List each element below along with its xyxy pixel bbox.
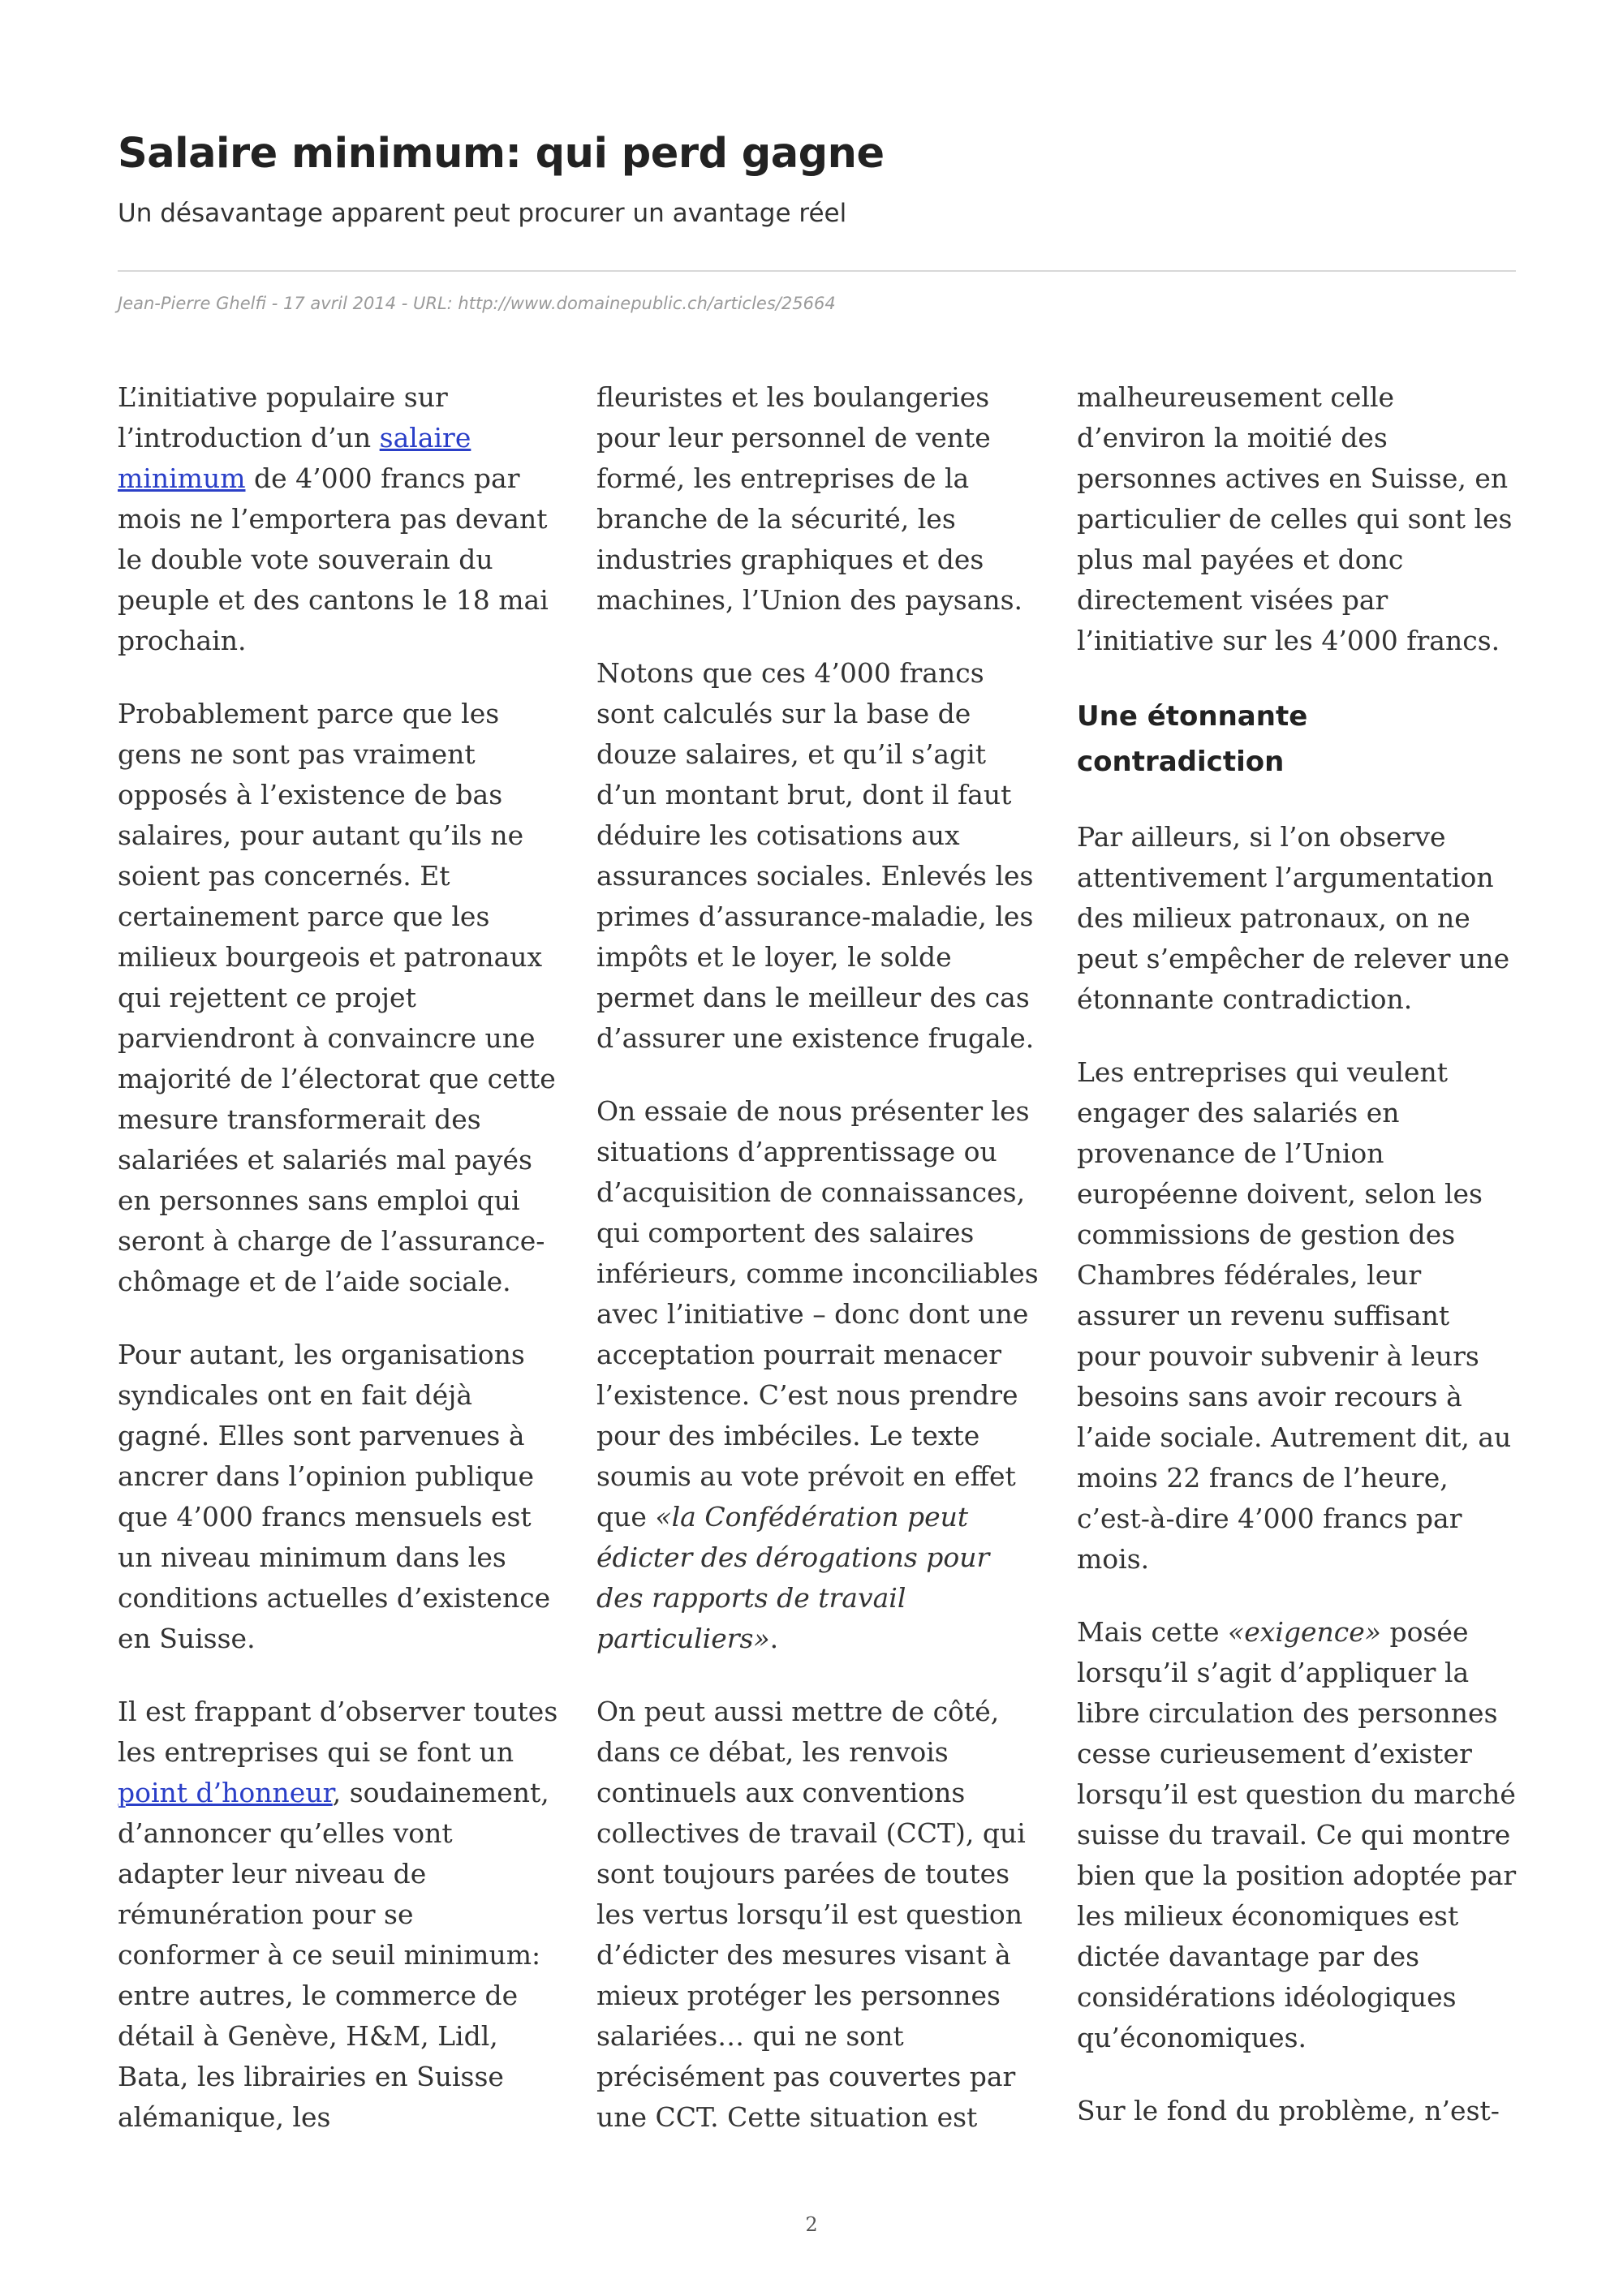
- point-d-honneur-link[interactable]: point d’honneur: [118, 1777, 333, 1808]
- text-column-2: [596, 377, 1039, 2170]
- section-heading: Une étonnante contradiction: [1077, 700, 1308, 778]
- article-title: Salaire minimum: qui perd gagne: [118, 130, 885, 178]
- article-subtitle: Un désavantage apparent peut procurer un avantage réel: [118, 199, 847, 228]
- paragraph: Par ailleurs, si l’on observe attentivement l’argumentation des milieux patronaux, on ne peut s’empêcher de relever une étonnante contradiction.: [1077, 821, 1510, 1015]
- header-divider: [118, 270, 1516, 272]
- paragraph: On peut aussi mettre de côté, dans ce débat, les renvois continuels aux conventions collectives de travail (CCT), qui sont toujours parées de toutes les vertus lorsqu’il est question d’édicter des mesures visant à mieux protéger les personnes salariées… qui ne sont précisément pas couvertes par une CCT. Cette situation est: [596, 1696, 1026, 2133]
- paragraph: malheureusement celle d’environ la moitié des personnes actives en Suisse, en particulier de celles qui sont les plus mal payées et donc directement visées par l’initiative sur les 4’000 francs.: [1077, 381, 1513, 656]
- quotation: «la Confédération peut édicter des dérogations pour des rapports de travail particuliers»: [596, 1501, 990, 1654]
- paragraph: fleuristes et les boulangeries pour leur personnel de vente formé, les entreprises de la branche de la sécurité, les industries graphiques et des machines, l’Union des paysans.: [596, 381, 1023, 616]
- paragraph: Sur le fond du problème, n’est-: [1077, 2095, 1500, 2126]
- paragraph: Il est frappant d’observer toutes les entreprises qui se font un point d’honneur, soudainement, d’annoncer qu’elles vont adapter leur niveau de rémunération pour se conformer à ce seuil minimum: entre autres, le commerce de détail à Genève, H&M, Lidl, Bata, les librairies en Suisse alémanique, les: [118, 1696, 558, 2133]
- paragraph: Probablement parce que les gens ne sont pas vraiment opposés à l’existence de bas salaires, pour autant qu’ils ne soient pas concernés. Et certainement parce que les milieux bourgeois et patronaux qui rejettent ce projet parviendront à convaincre une majorité de l’électorat que cette mesure transformerait des salariées et salariés mal payés en personnes sans emploi qui seront à charge de l’assurance-chômage et de l’aide sociale.: [118, 698, 556, 1297]
- salaire-minimum-link[interactable]: salaire minimum: [118, 422, 471, 494]
- paragraph: L’initiative populaire sur l’introduction d’un salaire minimum de 4’000 francs par mois ne l’emportera pas devant le double vote souverain du peuple et des cantons le 18 mai prochain.: [118, 381, 549, 656]
- paragraph: Pour autant, les organisations syndicales ont en fait déjà gagné. Elles sont parvenues à ancrer dans l’opinion publique que 4’000 francs mensuels est un niveau minimum dans les conditions actuelles d’existence en Suisse.: [118, 1339, 551, 1654]
- paragraph: On essaie de nous présenter les situations d’apprentissage ou d’acquisition de connaissances, qui comportent des salaires inférieurs, comme inconciliables avec l’initiative – donc dont une acceptation pourrait menacer l’existence. C’est nous prendre pour des imbéciles. Le texte soumis au vote prévoit en effet que «la Confédération peut édicter des dérogations pour des rapports de travail particuliers».: [596, 1095, 1039, 1654]
- page-number: 2: [805, 2213, 818, 2236]
- paragraph: Notons que ces 4’000 francs sont calculés sur la base de douze salaires, et qu’il s’agit d’un montant brut, dont il faut déduire les cotisations aux assurances sociales. Enlevés les primes d’assurance-maladie, les impôts et le loyer, le solde permet dans le meilleur des cas d’assurer une existence frugale.: [596, 657, 1035, 1054]
- paragraph: Mais cette «exigence» posée lorsqu’il s’agit d’appliquer la libre circulation des personnes cesse curieusement d’exister lorsqu’il est question du marché suisse du travail. Ce qui montre bien que la position adoptée par les milieux économiques est dictée davantage par des considérations idéologiques qu’économiques.: [1077, 1616, 1517, 2053]
- quotation: «exigence»: [1228, 1616, 1381, 1648]
- text-column-3: [1077, 377, 1519, 2164]
- article-byline: Jean-Pierre Ghelfi - 17 avril 2014 - URL: http://www.domainepublic.ch/articles/25664: [118, 294, 836, 313]
- text-column-1: [118, 377, 560, 2170]
- paragraph: Les entreprises qui veulent engager des salariés en provenance de l’Union européenne doivent, selon les commissions de gestion des Chambres fédérales, leur assurer un revenu suffisant pour pouvoir subvenir à leurs besoins sans avoir recours à l’aide sociale. Autrement dit, au moins 22 francs de l’heure, c’est-à-dire 4’000 francs par mois.: [1077, 1056, 1512, 1575]
